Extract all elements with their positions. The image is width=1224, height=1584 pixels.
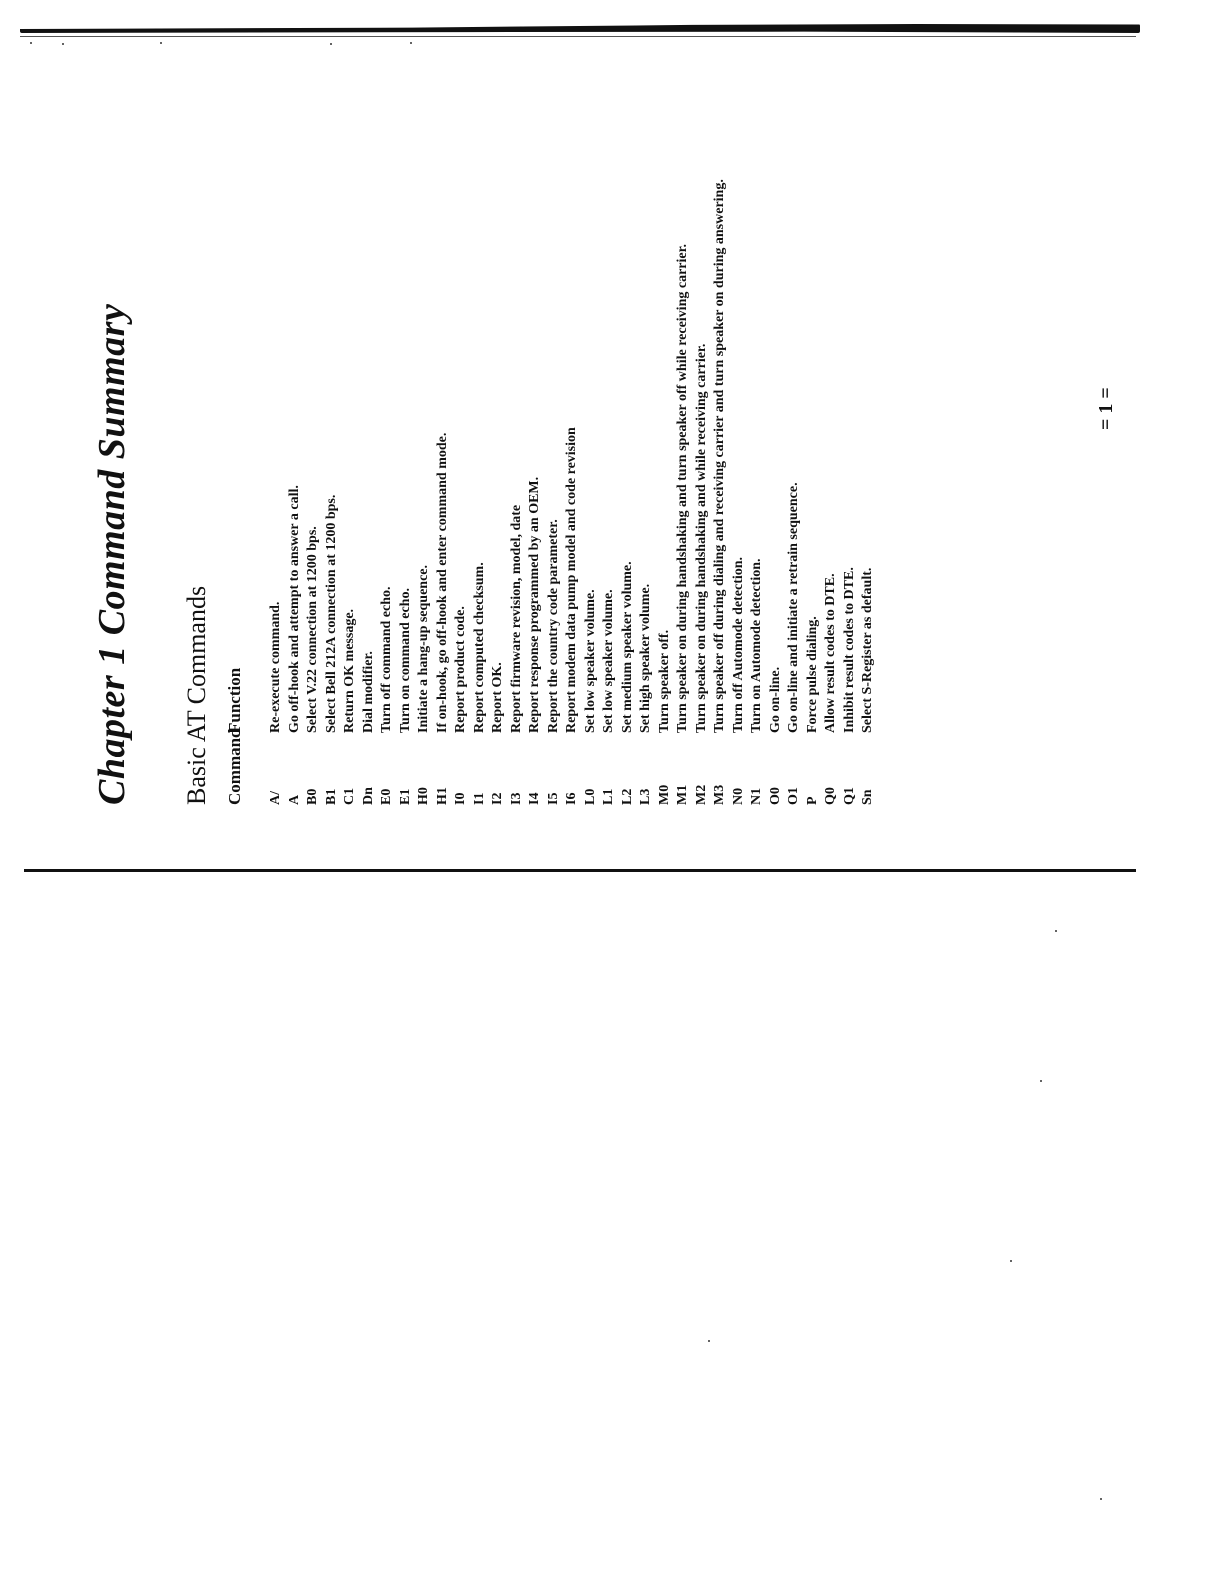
command-cell: I1	[471, 792, 487, 805]
command-cell: I0	[453, 792, 468, 805]
table-row	[600, 45, 619, 805]
table-row	[508, 45, 527, 805]
function-cell: Turn off Automode detection.	[730, 556, 746, 733]
function-cell: Report computed checksum.	[471, 562, 487, 733]
function-cell: Report firmware revision, model, date	[508, 504, 524, 733]
function-cell: Turn speaker on during handshaking and turn speaker off while receiving carrier.	[675, 243, 690, 733]
function-cell: Select Bell 212A connection at 1200 bps.	[323, 494, 339, 733]
command-table	[225, 45, 878, 805]
command-cell: O1	[786, 787, 801, 805]
header-function: Function	[225, 667, 244, 733]
function-cell: Report response programmed by an OEM.	[527, 476, 542, 733]
table-row	[267, 45, 286, 805]
scan-speck	[1040, 1080, 1042, 1082]
table-row	[434, 45, 453, 805]
function-cell: Go on-line and initiate a retrain sequence.	[786, 482, 801, 733]
command-cell: B0	[305, 788, 320, 805]
table-row	[582, 45, 601, 805]
function-cell: Allow result codes to DTE.	[823, 573, 838, 733]
command-cell: N1	[749, 787, 764, 805]
function-cell: Turn on command echo.	[397, 588, 413, 733]
table-row	[637, 45, 656, 805]
scan-speck	[1055, 930, 1057, 932]
command-cell: Q1	[841, 787, 857, 805]
function-cell: Go off-hook and attempt to answer a call.	[286, 485, 302, 733]
scan-speck	[62, 43, 64, 45]
table-row	[693, 45, 712, 805]
scan-speck	[708, 1340, 710, 1342]
function-cell: Dial modifier.	[360, 651, 376, 733]
scan-border-bottom	[24, 869, 1136, 872]
table-row	[304, 45, 323, 805]
function-cell: Initiate a hang-up sequence.	[416, 564, 431, 733]
command-cell: M1	[675, 784, 690, 805]
table-row	[841, 45, 860, 805]
command-cell: I6	[564, 792, 579, 805]
table-row	[563, 45, 582, 805]
table-row	[452, 45, 471, 805]
table-row	[748, 45, 767, 805]
command-cell: C1	[342, 787, 357, 805]
command-cell: B1	[323, 788, 339, 805]
table-row	[471, 45, 490, 805]
table-row	[711, 45, 730, 805]
command-cell: Dn	[360, 787, 376, 805]
scan-speck	[410, 42, 412, 44]
table-row	[785, 45, 804, 805]
function-cell: Return OK message.	[342, 608, 357, 733]
table-row	[360, 45, 379, 805]
table-row	[415, 45, 434, 805]
function-cell: Select S-Register as default.	[860, 567, 875, 733]
section-title: Basic AT Commands	[182, 585, 211, 805]
function-cell: Re-execute command.	[268, 601, 283, 733]
function-cell: Turn on Automode detection.	[749, 558, 764, 733]
command-cell: I3	[508, 792, 524, 805]
command-cell: M0	[656, 784, 672, 805]
table-row	[526, 45, 545, 805]
function-cell: Turn speaker off.	[656, 629, 672, 733]
scan-border-top	[20, 24, 1140, 33]
command-cell: I5	[545, 792, 561, 805]
function-cell: Set medium speaker volume.	[619, 561, 635, 733]
scan-border-top-thin	[20, 36, 1136, 37]
function-cell: Report the country code parameter.	[545, 519, 561, 733]
scan-speck	[1100, 1498, 1102, 1500]
function-cell: Report product code.	[453, 606, 468, 733]
command-cell: Sn	[860, 789, 875, 805]
table-row	[378, 45, 397, 805]
function-cell: Set high speaker volume.	[638, 583, 653, 733]
function-cell: Set low speaker volume.	[601, 589, 616, 733]
command-cell: L0	[582, 788, 598, 805]
command-cell: I4	[527, 792, 542, 805]
command-cell: M2	[693, 784, 709, 805]
table-row	[489, 45, 508, 805]
command-cell: N0	[730, 787, 746, 805]
command-cell: H1	[434, 787, 450, 805]
table-row	[397, 45, 416, 805]
table-row	[323, 45, 342, 805]
command-cell: O0	[767, 787, 783, 805]
table-body	[267, 45, 878, 805]
command-cell: P	[804, 796, 820, 805]
function-cell: Set low speaker volume.	[582, 589, 598, 733]
function-cell: Report OK.	[490, 662, 505, 733]
command-cell: A	[286, 794, 302, 805]
table-row	[822, 45, 841, 805]
table-row	[767, 45, 786, 805]
function-cell: Go on-line.	[767, 666, 783, 733]
table-row	[730, 45, 749, 805]
chapter-title: Chapter 1 Command Summary	[91, 303, 133, 805]
table-row	[619, 45, 638, 805]
rotated-page-content	[90, 45, 1117, 805]
function-cell: If on-hook, go off-hook and enter command mode.	[434, 432, 450, 733]
command-cell: A/	[268, 791, 283, 805]
header-command: Command	[225, 728, 244, 805]
table-header-row	[225, 45, 253, 805]
function-cell: Turn speaker on during handshaking and while receiving carrier.	[693, 343, 709, 733]
table-row	[286, 45, 305, 805]
command-cell: L3	[638, 788, 653, 805]
function-cell: Turn speaker off during dialing and receiving carrier and turn speaker on during answering.	[712, 179, 727, 733]
scan-speck	[30, 42, 32, 44]
command-cell: E0	[379, 788, 394, 805]
command-cell: Q0	[823, 787, 838, 805]
command-cell: L1	[601, 788, 616, 805]
command-cell: M3	[712, 784, 727, 805]
function-cell: Turn off command echo.	[379, 586, 394, 733]
scan-speck	[1010, 1260, 1012, 1262]
page-number: = 1 =	[1095, 387, 1117, 430]
table-row	[804, 45, 823, 805]
table-row	[656, 45, 675, 805]
command-cell: H0	[416, 787, 431, 805]
scan-speck	[160, 42, 162, 44]
table-row	[545, 45, 564, 805]
table-row	[341, 45, 360, 805]
function-cell: Select V.22 connection at 1200 bps.	[305, 526, 320, 733]
command-cell: E1	[397, 788, 413, 805]
function-cell: Force pulse dialing.	[804, 616, 820, 733]
function-cell: Report modem data pump model and code revision	[564, 427, 579, 733]
table-row	[859, 45, 878, 805]
function-cell: Inhibit result codes to DTE.	[841, 567, 857, 733]
command-cell: L2	[619, 788, 635, 805]
command-cell: I2	[490, 792, 505, 805]
table-row	[674, 45, 693, 805]
